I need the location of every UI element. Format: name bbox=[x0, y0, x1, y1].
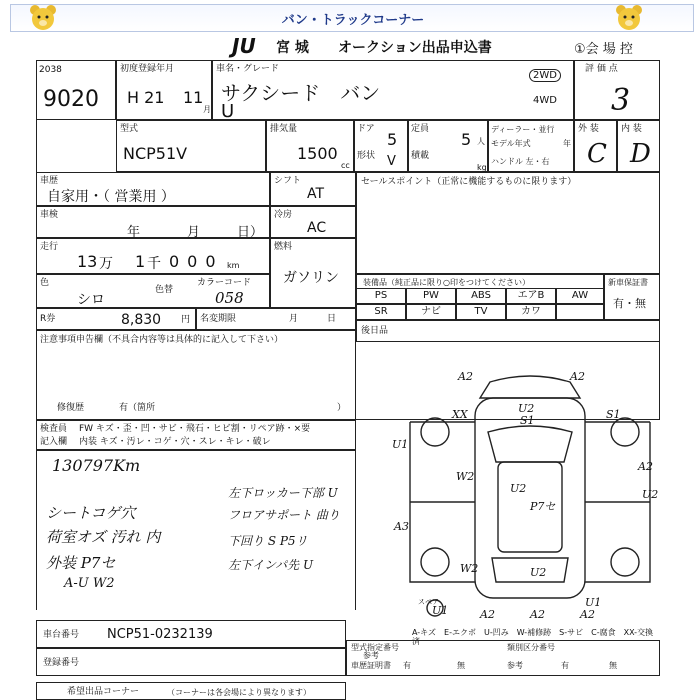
recycle-value: 8,830 bbox=[121, 312, 162, 328]
interior-cell: 内 装 D bbox=[617, 120, 660, 172]
damage-mark: A2 bbox=[570, 370, 585, 383]
doors-cell: ドア 5 形状 V bbox=[354, 120, 408, 172]
equipment-item: エアB bbox=[506, 288, 556, 304]
damage-mark: XX bbox=[452, 408, 468, 421]
damage-mark: U2 bbox=[518, 402, 535, 415]
hand-right1: 左下ロッカー下部 U bbox=[228, 486, 338, 500]
hand-left4: A-U W2 bbox=[64, 576, 115, 591]
vehicle-name: サクシード バン bbox=[221, 81, 381, 105]
equipment-item: AW bbox=[556, 288, 604, 304]
wish-corner-cell: 希望出品コーナー （コーナーは各会場により異なります） bbox=[36, 682, 346, 700]
drive-2wd: 2WD bbox=[529, 69, 561, 82]
bear-mascot-icon bbox=[612, 2, 646, 32]
parts-cell: 後日品 bbox=[356, 320, 660, 342]
inspection-cell: 車検 年 月 日） bbox=[36, 206, 270, 238]
lot-cell bbox=[36, 60, 116, 120]
damage-mark: P7セ bbox=[530, 500, 556, 513]
hand-right3: 下回り S P5リ bbox=[228, 534, 308, 548]
exterior-cell: 外 装 C bbox=[574, 120, 617, 172]
hand-left1: シートコゲ穴 bbox=[46, 504, 136, 522]
color-code: 058 bbox=[215, 289, 244, 307]
warranty-cell: 新車保証書 有・無 bbox=[604, 274, 660, 320]
equipment-item: ナビ bbox=[406, 304, 456, 320]
capacity-cell: 定員 5 人 積載 kg bbox=[408, 120, 488, 172]
ac-value: AC bbox=[307, 220, 327, 236]
damage-mark: U1 bbox=[392, 438, 409, 451]
damage-mark: W2 bbox=[456, 470, 475, 483]
rating-score: 3 bbox=[611, 83, 631, 118]
hand-right2: フロアサポート 曲り bbox=[228, 508, 340, 522]
equipment-item: TV bbox=[456, 304, 506, 320]
damage-mark: U2 bbox=[642, 488, 659, 501]
recycle-cell: R券 8,830 円 bbox=[36, 308, 196, 330]
history-value: 自家用・（ 営業用 ） bbox=[47, 189, 175, 205]
mileage-rest: 000 bbox=[169, 252, 224, 271]
drive-4wd: 4WD bbox=[533, 95, 557, 106]
hand-mileage: 130797Km bbox=[52, 456, 141, 475]
doc-title: オークション出品申込書 bbox=[338, 40, 492, 56]
equipment-item: PS bbox=[356, 288, 406, 304]
damage-mark: S1 bbox=[520, 414, 535, 427]
lot-code: 2038 bbox=[39, 65, 62, 75]
org-name: 宮 城 bbox=[276, 40, 309, 56]
hand-right4: 左下インパ先 U bbox=[228, 558, 314, 572]
equipment-item: SR bbox=[356, 304, 406, 320]
color-value: シロ bbox=[77, 292, 105, 308]
plate-cell: 登録番号 bbox=[36, 648, 346, 676]
spare-label: スペア bbox=[418, 598, 439, 606]
equipment-item: PW bbox=[406, 288, 456, 304]
damage-mark: S1 bbox=[606, 408, 621, 421]
color-cell: 色 シロ 色替 カラーコード 058 bbox=[36, 274, 270, 308]
hand-left3: 外装 P7セ bbox=[46, 554, 116, 572]
equipment-item: カワ bbox=[506, 304, 556, 320]
damage-legend: A-キズ E-エクボ U-凹み W-補修跡 S-サビ C-腐食 XX-交換済 bbox=[412, 628, 654, 646]
type-designation-cell: 型式指定番号 参考 類別区分番号 車歴証明書 有 無 参考 有 無 bbox=[346, 640, 660, 676]
doors-value: 5 bbox=[387, 130, 398, 149]
warranty-value: 有・無 bbox=[613, 297, 646, 310]
equipment-item bbox=[556, 304, 604, 320]
damage-mark: A2 bbox=[638, 460, 653, 473]
shift-cell: シフト AT bbox=[270, 172, 356, 206]
selling-point-cell: セールスポイント（正常に機能するものに限ります） bbox=[356, 172, 660, 274]
copy-label: ①会 場 控 bbox=[574, 42, 633, 57]
displacement-cell: 排気量 1500 cc bbox=[266, 120, 354, 172]
shape-value: V bbox=[387, 154, 396, 169]
damage-mark: A2 bbox=[580, 608, 595, 621]
ac-cell: 冷房 AC bbox=[270, 206, 356, 238]
mileage-sen: 1 bbox=[135, 252, 146, 271]
capacity-value: 5 bbox=[461, 130, 472, 149]
dealer-cell: ディーラー・並行 モデル年式 年 ハンドル 左・右 bbox=[488, 120, 574, 172]
damage-mark: A2 bbox=[458, 370, 473, 383]
fuel-value: ガソリン bbox=[283, 270, 339, 286]
history-cell: 車歴 自家用・（ 営業用 ） bbox=[36, 172, 270, 206]
damage-mark: U2 bbox=[510, 482, 527, 495]
damage-mark: U2 bbox=[530, 566, 547, 579]
model-value: NCP51V bbox=[123, 144, 188, 163]
chassis-value: NCP51-0232139 bbox=[107, 627, 213, 642]
reg-era: H 21 bbox=[127, 88, 165, 107]
damage-mark: A3 bbox=[394, 520, 409, 533]
damage-mark: W2 bbox=[460, 562, 479, 575]
chassis-cell: 車台番号 NCP51-0232139 bbox=[36, 620, 346, 648]
vehicle-grade: U bbox=[221, 101, 235, 122]
car-damage-diagram bbox=[380, 362, 680, 622]
ju-logo: JU bbox=[232, 34, 256, 58]
exterior-grade: C bbox=[587, 139, 607, 169]
shift-value: AT bbox=[307, 186, 325, 202]
notes-cell: 注意事項申告欄（不具合内容等は具体的に記入して下さい） 修復歴 有（箇所 ） bbox=[36, 330, 356, 420]
name-change-cell: 名変期限 月 日 bbox=[196, 308, 356, 330]
damage-mark: U1 bbox=[585, 596, 602, 609]
damage-mark: A2 bbox=[530, 608, 545, 621]
reg-month: 11 bbox=[183, 88, 204, 107]
inspector-cell: 検査員 記入欄 FW キズ・歪・凹・サビ・飛石・ヒビ割・リペア跡・×要 内装 キズ・汚レ・コゲ・穴・スレ・キレ・破レ bbox=[36, 420, 356, 450]
damage-mark: A2 bbox=[480, 608, 495, 621]
model-cell: 型式 NCP51V bbox=[116, 120, 266, 172]
equipment-cell: 装備品（純正品に限り○印をつけてください） bbox=[356, 274, 604, 320]
banner-title: バン・トラックコーナー bbox=[281, 13, 425, 28]
registration-cell: 初度登録年月 H 21 11 月 bbox=[116, 60, 212, 120]
bear-mascot-icon bbox=[26, 2, 60, 32]
rating-cell: 評 価 点 3 bbox=[574, 60, 660, 120]
mileage-cell: 走行 13 万 1 千 000 km bbox=[36, 238, 270, 274]
hand-left2: 荷室オズ 汚れ 内 bbox=[46, 528, 161, 546]
displacement-value: 1500 bbox=[297, 144, 338, 163]
lot-number: 9020 bbox=[43, 87, 99, 112]
corner-banner bbox=[10, 4, 694, 32]
damage-mark: U1 bbox=[432, 604, 449, 617]
vehicle-name-cell: 車名・グレード サクシード バン U 2WD 4WD bbox=[212, 60, 574, 120]
interior-grade: D bbox=[630, 139, 651, 169]
mileage-man: 13 bbox=[77, 252, 98, 271]
equipment-item: ABS bbox=[456, 288, 506, 304]
fuel-cell: 燃料 ガソリン bbox=[270, 238, 356, 308]
